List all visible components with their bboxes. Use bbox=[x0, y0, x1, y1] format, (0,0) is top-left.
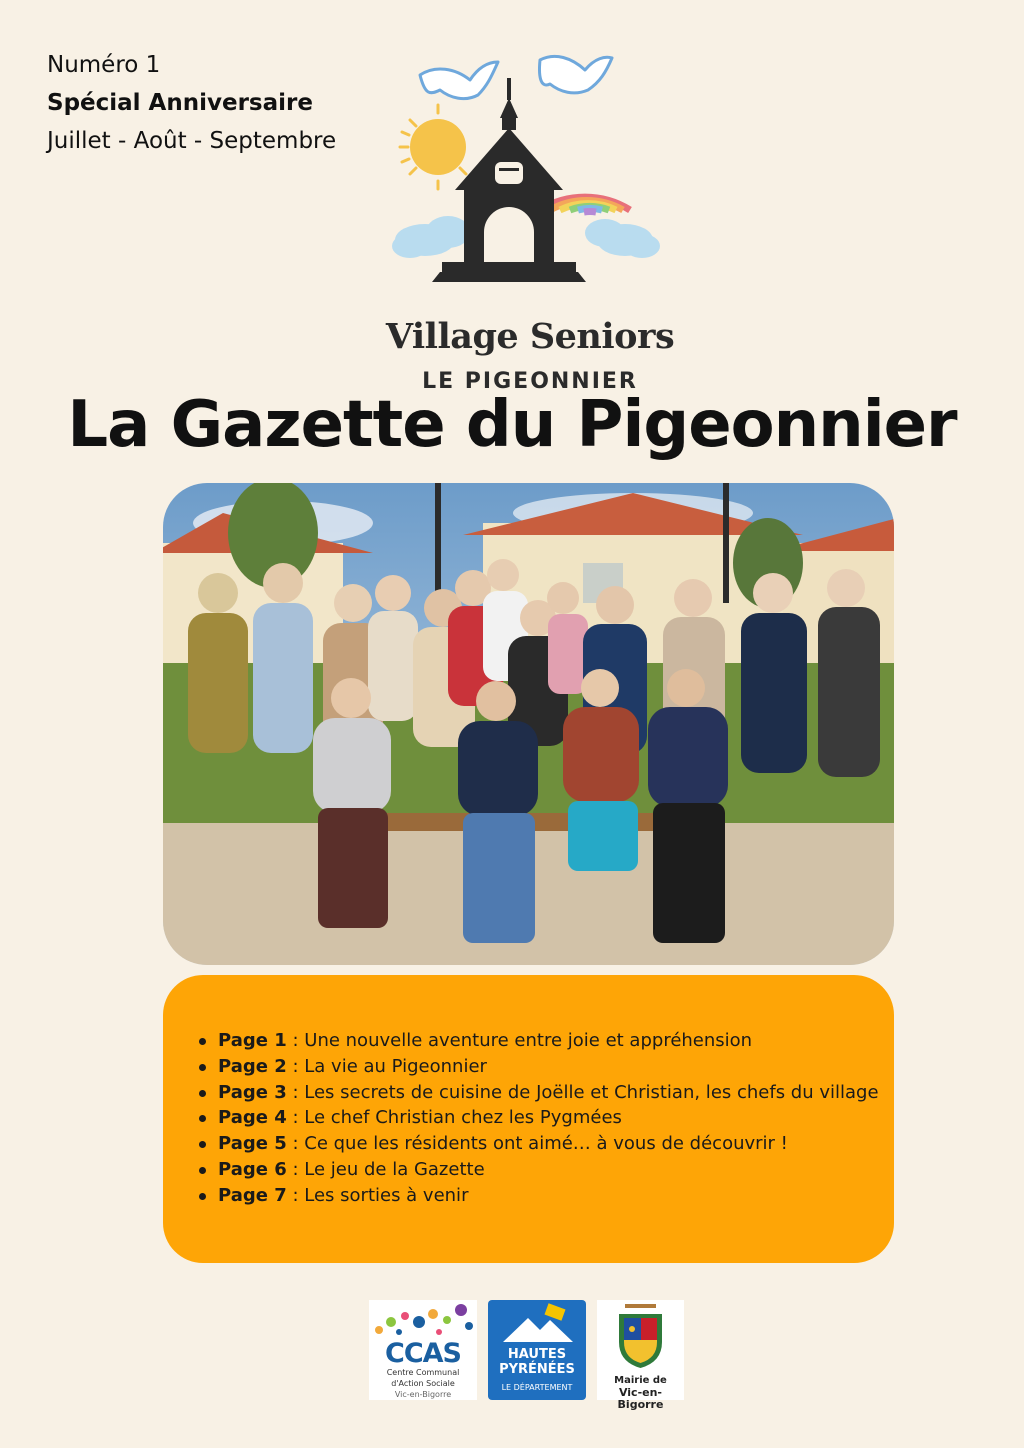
ccas-line3: Vic-en-Bigorre bbox=[394, 1390, 452, 1399]
dove-icon bbox=[420, 56, 612, 98]
issue-period: Juillet - Août - Septembre bbox=[47, 128, 337, 154]
toc-title: La vie au Pigeonnier bbox=[304, 1055, 487, 1077]
table-of-contents bbox=[163, 975, 894, 1263]
issue-number: Numéro 1 bbox=[47, 52, 161, 78]
issue-special: Spécial Anniversaire bbox=[47, 90, 313, 116]
toc-separator: : bbox=[286, 1184, 305, 1206]
toc-page-label: Page 3 bbox=[218, 1081, 287, 1103]
toc-item bbox=[197, 1157, 879, 1183]
hp-line3: LE DÉPARTEMENT bbox=[501, 1383, 573, 1392]
toc-item bbox=[197, 1080, 879, 1106]
ccas-line2: d'Action Sociale bbox=[391, 1379, 455, 1388]
ccas-line1: Centre Communal bbox=[386, 1368, 460, 1377]
mairie-line1: Mairie de bbox=[614, 1375, 667, 1386]
toc-separator: : bbox=[286, 1158, 305, 1180]
hp-line2: PYRÉNÉES bbox=[499, 1362, 575, 1377]
toc-item bbox=[197, 1028, 879, 1054]
logo-title: Village Seniors bbox=[385, 316, 675, 357]
toc-separator: : bbox=[286, 1133, 305, 1155]
toc-separator: : bbox=[286, 1081, 305, 1103]
sun-icon bbox=[400, 105, 466, 189]
toc-page-label: Page 4 bbox=[218, 1107, 287, 1129]
ccas-acronym: CCAS bbox=[385, 1338, 461, 1369]
coat-of-arms-icon bbox=[597, 1300, 684, 1372]
mairie-line2: Vic-en-Bigorre bbox=[617, 1386, 664, 1411]
toc-page-label: Page 2 bbox=[218, 1055, 287, 1077]
toc-title: Les sorties à venir bbox=[304, 1184, 469, 1206]
gazette-title: La Gazette du Pigeonnier bbox=[67, 388, 957, 462]
mairie-logo bbox=[597, 1300, 684, 1411]
group-photo bbox=[163, 483, 894, 965]
issue-info bbox=[47, 46, 336, 160]
toc-item bbox=[197, 1105, 879, 1131]
toc-title: Ce que les résidents ont aimé… à vous de découvrir ! bbox=[304, 1133, 788, 1155]
hp-line1: HAUTES bbox=[507, 1347, 567, 1362]
toc-separator: : bbox=[286, 1107, 305, 1129]
toc-title: Le jeu de la Gazette bbox=[304, 1158, 485, 1180]
toc-title: Une nouvelle aventure entre joie et appréhension bbox=[304, 1030, 753, 1051]
toc-page-label: Page 5 bbox=[218, 1133, 287, 1155]
toc-separator: : bbox=[286, 1055, 305, 1077]
toc-separator: : bbox=[286, 1030, 305, 1051]
toc-page-label: Page 7 bbox=[218, 1184, 287, 1206]
ccas-logo bbox=[369, 1300, 477, 1400]
toc-list bbox=[197, 1028, 879, 1209]
residents-group-image bbox=[163, 483, 894, 965]
village-seniors-logo bbox=[380, 40, 680, 394]
hautes-pyrenees-logo bbox=[488, 1300, 586, 1400]
toc-page-label: Page 6 bbox=[218, 1158, 287, 1180]
toc-title: Les secrets de cuisine de Joëlle et Christian, les chefs du village bbox=[304, 1081, 879, 1103]
toc-title: Le chef Christian chez les Pygmées bbox=[304, 1107, 622, 1129]
toc-page-label: Page 1 bbox=[218, 1030, 287, 1051]
toc-item bbox=[197, 1183, 879, 1209]
ccas-dots-icon bbox=[369, 1300, 477, 1340]
pigeonnier-logo-graphic bbox=[380, 40, 680, 320]
toc-item bbox=[197, 1131, 879, 1157]
mountain-icon bbox=[488, 1300, 586, 1345]
toc-item bbox=[197, 1054, 879, 1080]
logo-subtitle: LE PIGEONNIER bbox=[422, 369, 638, 394]
